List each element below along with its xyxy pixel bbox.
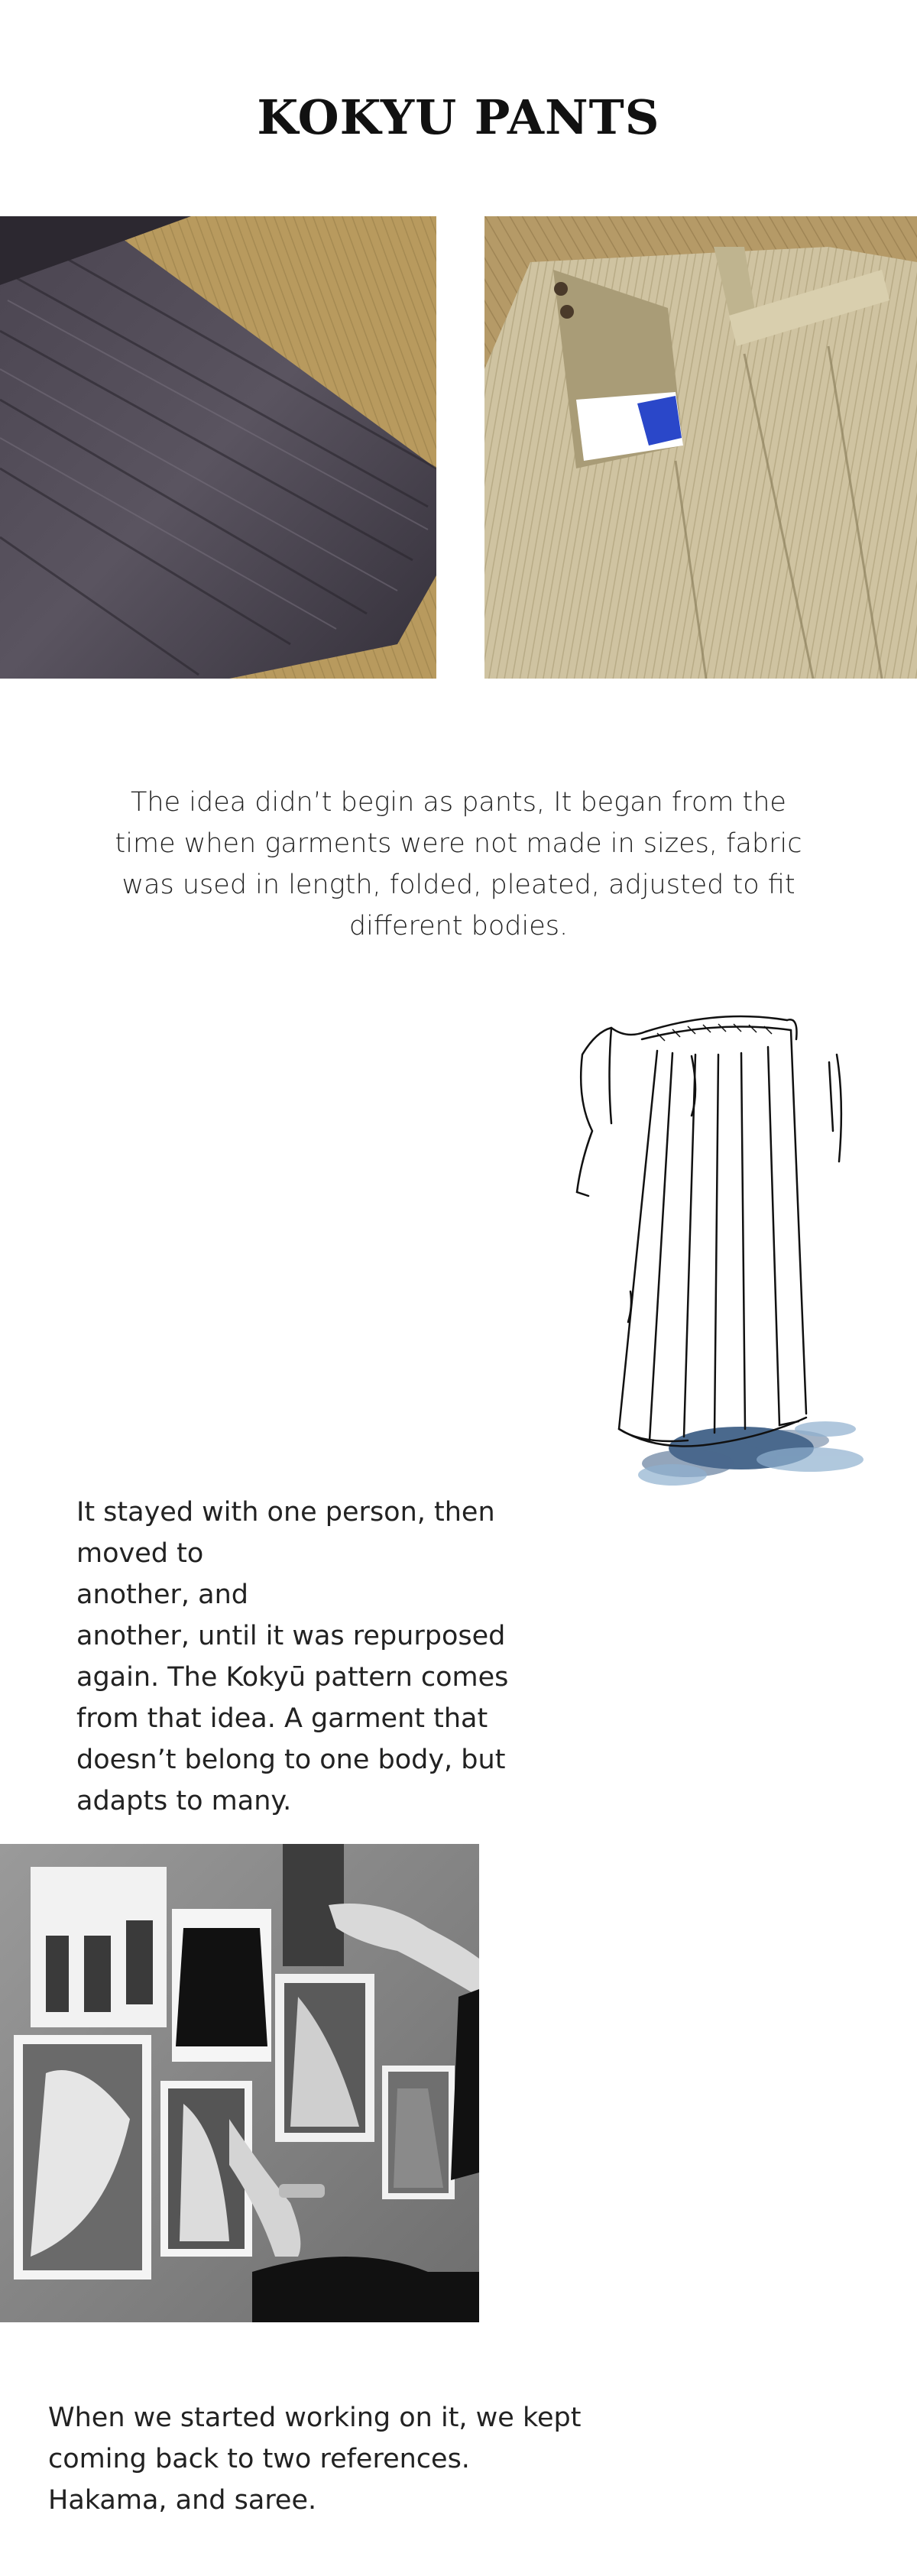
references-line: Hakama, and saree. bbox=[48, 2485, 317, 2516]
beige-pants-photo bbox=[484, 216, 917, 679]
mood-board-photo bbox=[0, 1844, 479, 2322]
intro-paragraph: The idea didn’t begin as pants, It began from the time when garments were not made in sizes, fabric was used in length, folded, pleated, adjusted to fit different bodies. bbox=[115, 787, 802, 941]
dark-pants-photo bbox=[0, 216, 436, 679]
pants-sketch-illustration bbox=[535, 986, 871, 1536]
story-line: another, and bbox=[76, 1580, 248, 1610]
story-paragraph bbox=[76, 1492, 535, 1822]
story-line: It stayed with one person, then moved to bbox=[76, 1497, 495, 1569]
references-paragraph bbox=[48, 2397, 629, 2521]
story-line: another, until it was repurposed again. The Kokyū pattern comes from that idea. A garment that doesn’t belong to one body, but adapts to many. bbox=[76, 1621, 509, 1816]
references-line: When we started working on it, we kept coming back to two references. bbox=[48, 2403, 582, 2474]
page-title: KOKYU PANTS bbox=[257, 89, 660, 145]
